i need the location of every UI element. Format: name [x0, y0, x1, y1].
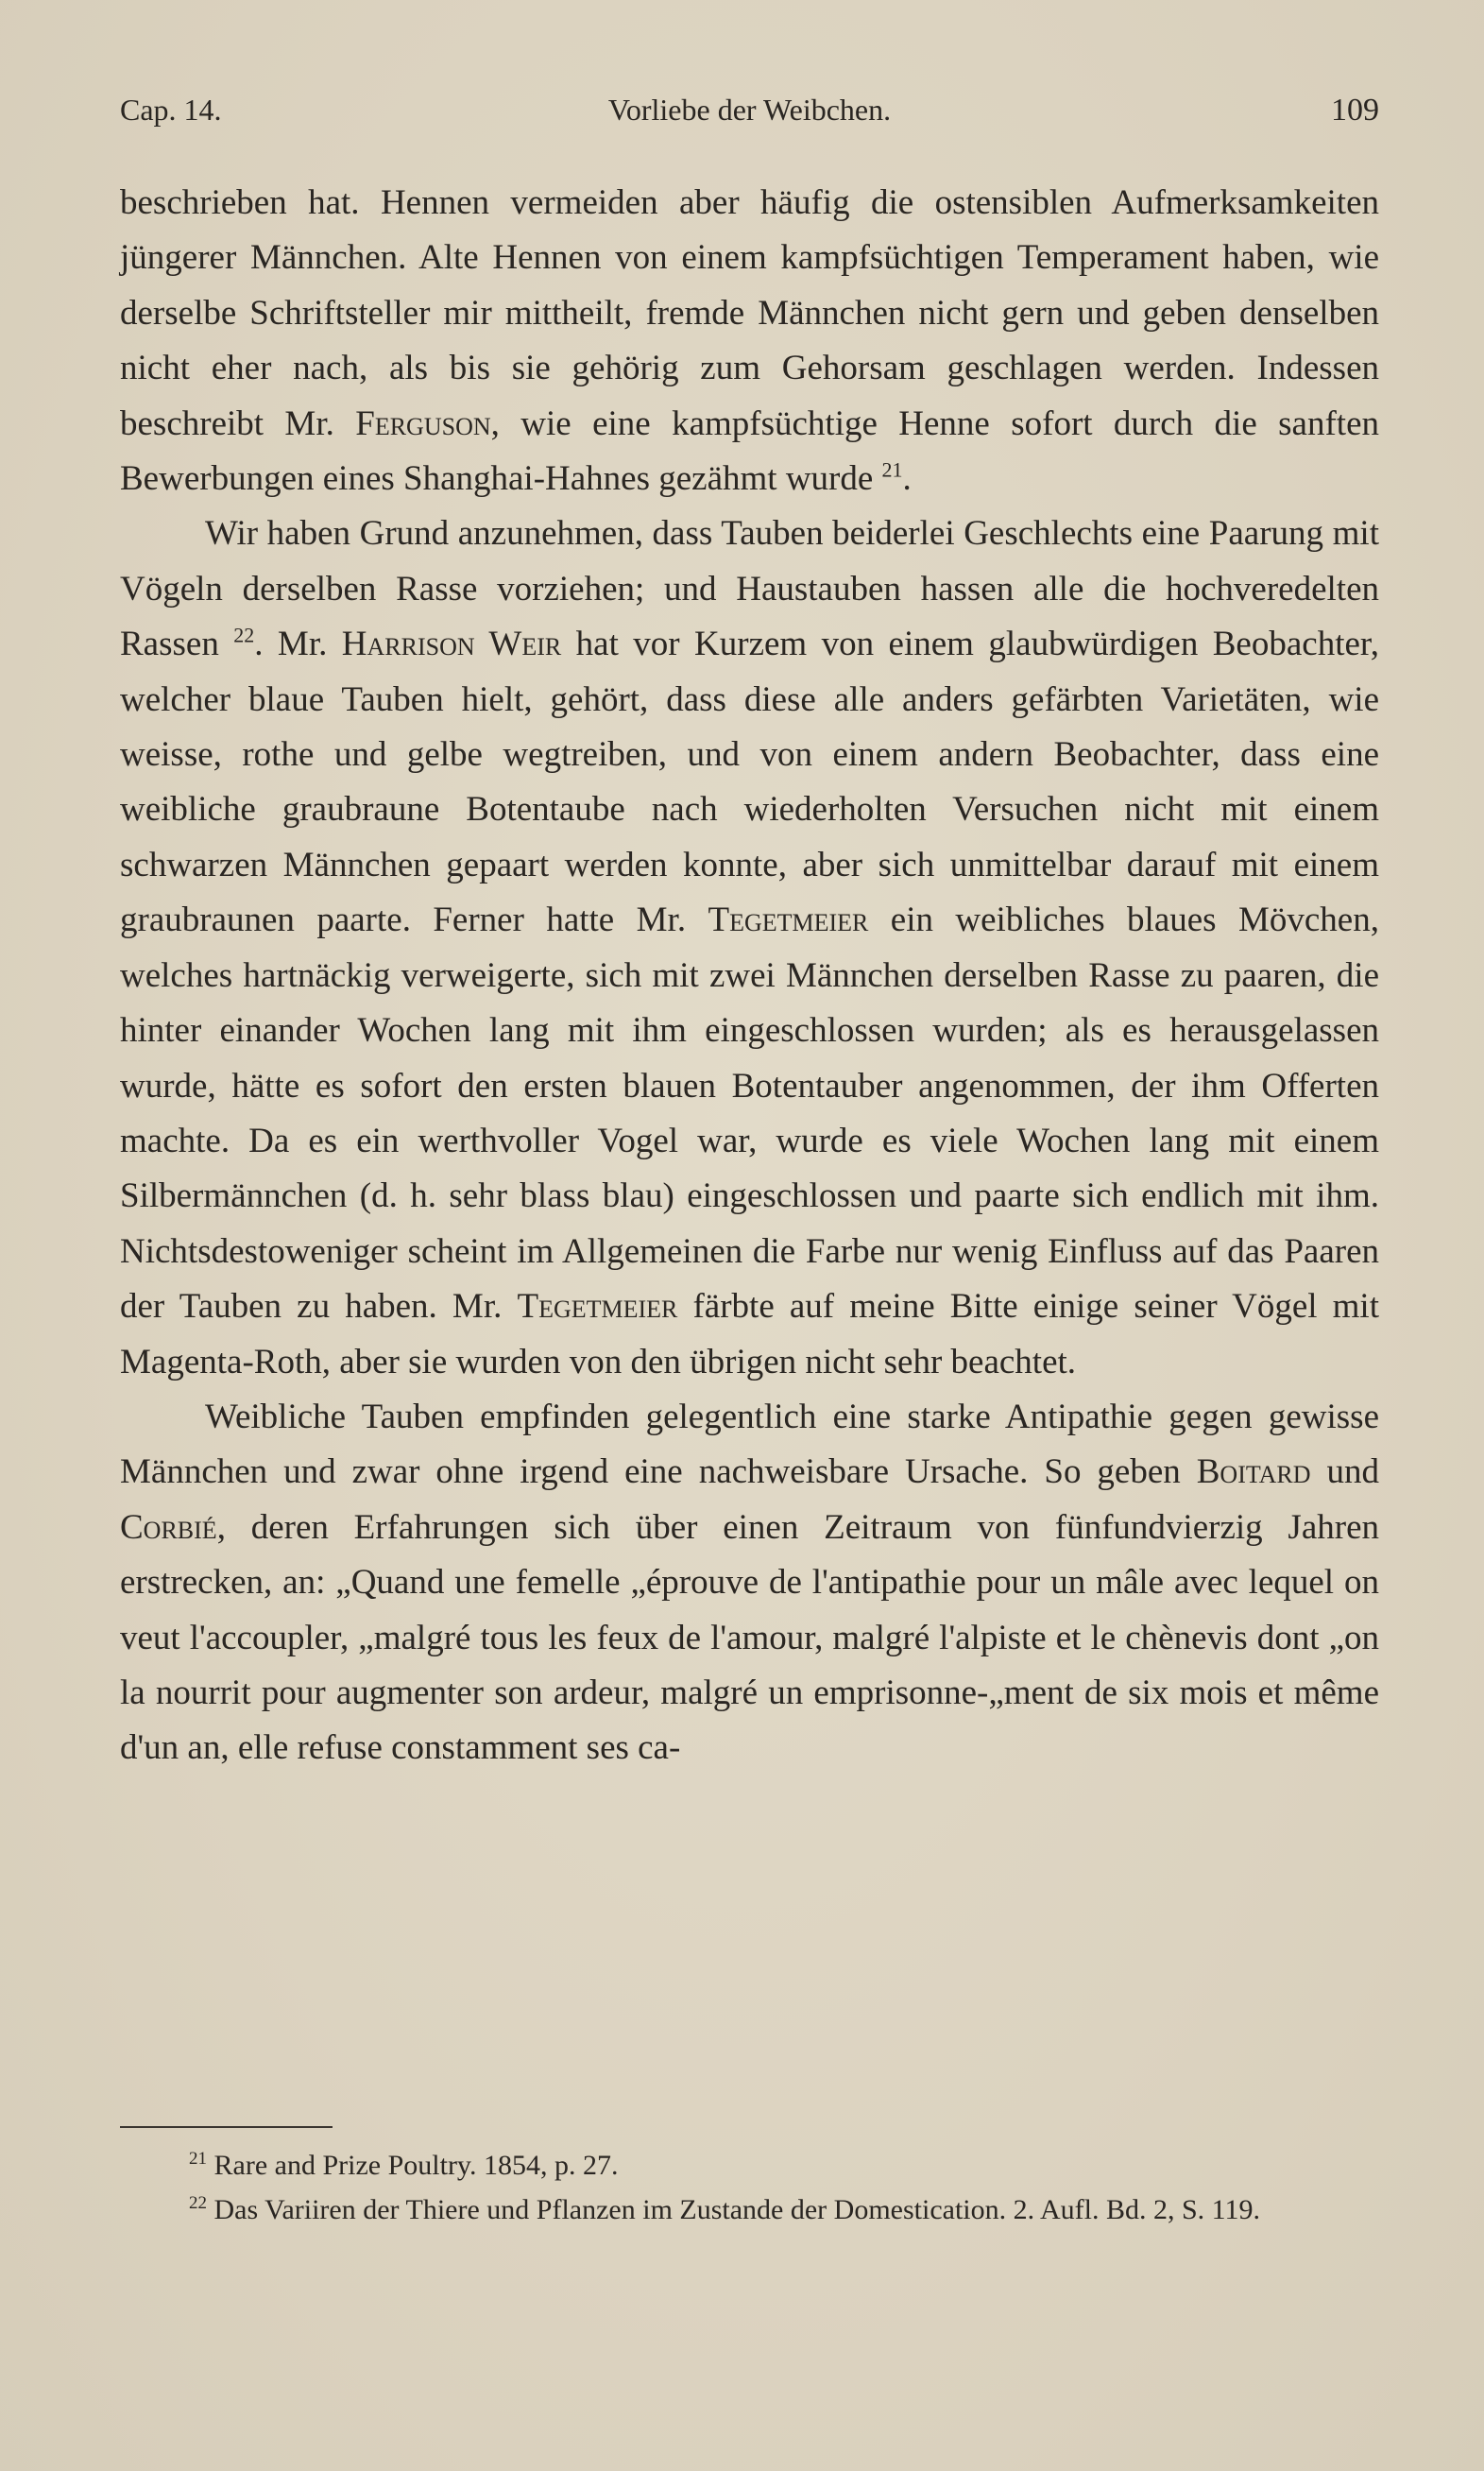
author-name: Ferguson	[355, 403, 491, 443]
footnote-ref: 22	[233, 623, 255, 647]
author-name: Boitard	[1196, 1452, 1311, 1492]
footnote-number: 22	[189, 2193, 207, 2213]
footnote-21: $^{21}$ Rare and Prize Poultry. 1854, p. 27.	[189, 2149, 619, 2181]
footnote-number: 21	[189, 2149, 207, 2169]
main-text	[120, 176, 1379, 1776]
paragraph-3: Weibliche Tauben empfinden gelegentlich eine starke Antipathie gegen gewisse Männchen und zwar ohne irgend eine nachweisbare Ursache. So geben Boitard und Corbié, deren Erfahrungen sich über einen Zeitraum von fünfundvierzig Jahren erstrecken, an: „Quand une femelle „éprouve de l'antipathie pour un mâle avec lequel on veut l'accoupler, „malgré tous les feux de l'amour, malgré l'alpiste et le chènevis dont „on la nourrit pour augmenter son ardeur, malgré un emprisonne-„ment de six mois et même d'un an, elle refuse constamment ses ca-	[120, 1397, 1380, 1768]
author-name: Harrison Weir	[341, 625, 562, 664]
footnotes	[120, 2143, 1379, 2232]
author-name: Tegetmeier	[517, 1287, 678, 1327]
paragraph-2: Wir haben Grund anzunehmen, dass Tauben beiderlei Geschlechts eine Paarung mit Vögeln derselben Rasse vorziehen; und Haustauben hassen alle die hochveredelten Rassen $^{22}$. Mr. Harrison Weir hat vor Kurzem von einem glaubwürdigen Beobachter, welcher blaue Tauben hielt, gehört, dass diese alle anders gefärbten Varietäten, wie weisse, rothe und gelbe wegtreiben, und von einem andern Beobachter, dass eine weibliche graubraune Botentaube nach wiederholten Versuchen nicht mit einem schwarzen Männchen gepaart werden konnte, aber sich unmittelbar darauf mit einem graubraunen paarte. Ferner hatte Mr. Tegetmeier ein weibliches blaues Mövchen, welches hartnäckig verweigerte, sich mit zwei Männchen derselben Rasse zu paaren, die hinter einander Wochen lang mit ihm eingeschlossen wurden; als es herausgelassen wurde, hätte es sofort den ersten blauen Botentauber angenommen, der ihm Offerten machte. Da es ein werthvoller Vogel war, wurde es viele Wochen lang mit einem Silbermännchen (d. h. sehr blass blau) eingeschlossen und paarte sich endlich mit ihm. Nichtsdestoweniger scheint im Allgemeinen die Farbe nur wenig Einfluss auf das Paaren der Tauben zu haben. Mr. Tegetmeier färbte auf meine Bitte einige seiner Vögel mit Magenta-Roth, aber sie wurden von den übrigen nicht sehr beachtet.	[120, 514, 1379, 1381]
page-number: 109	[1331, 93, 1379, 128]
footnote-22: $^{22}$ Das Variiren der Thiere und Pflanzen im Zustande der Domestication. 2. Aufl. Bd. 2, S. 119.	[189, 2193, 1261, 2225]
running-header	[120, 93, 1379, 140]
footnote-ref: 21	[881, 457, 903, 482]
chapter-label: Cap. 14.	[120, 93, 222, 127]
paragraph-1: beschrieben hat. Hennen vermeiden aber häufig die ostensiblen Aufmerksamkeiten jüngerer Männchen. Alte Hennen von einem kampfsüchtigen Temperament haben, wie derselbe Schriftsteller mir mittheilt, fremde Männchen nicht gern und geben denselben nicht eher nach, als bis sie gehörig zum Gehorsam geschlagen werden. Indessen beschreibt Mr. Ferguson, wie eine kampfsüchtige Henne sofort durch die sanften Bewerbungen eines Shanghai-Hahnes gezähmt wurde $^{21}$.	[120, 183, 1379, 499]
running-title: Vorliebe der Weibchen.	[607, 93, 892, 127]
footnote-divider	[120, 2126, 333, 2128]
author-name: Tegetmeier	[708, 901, 869, 940]
author-name: Corbié	[120, 1507, 217, 1547]
